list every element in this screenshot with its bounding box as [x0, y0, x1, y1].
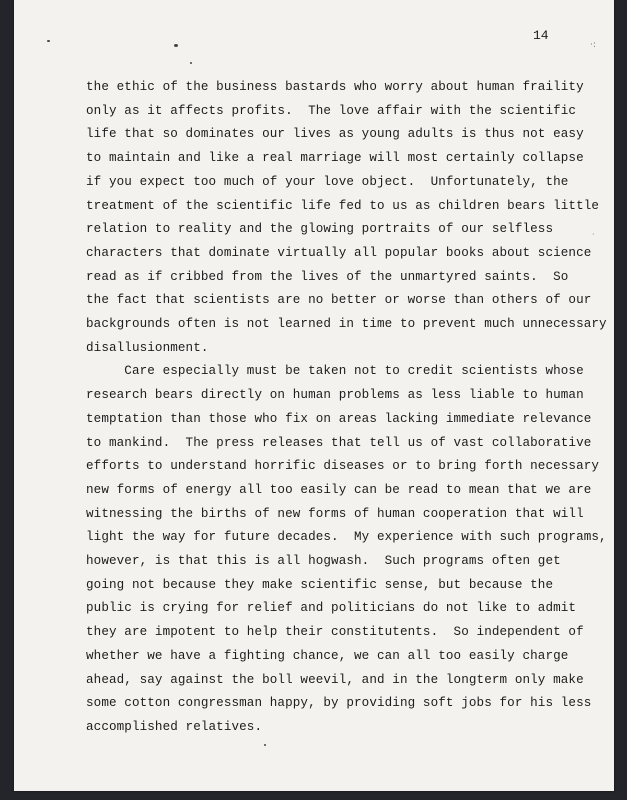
text-line: to maintain and like a real marriage will most certainly collapse: [86, 151, 584, 166]
text-line: backgrounds often is not learned in time to prevent much unnecessary: [86, 317, 607, 332]
ink-speck: [264, 744, 266, 746]
text-line: treatment of the scientific life fed to us as children bears little: [86, 198, 600, 213]
text-line: light the way for future decades. My experience with such programs,: [86, 530, 607, 545]
text-line: relation to reality and the glowing portraits of our selfless: [86, 222, 554, 237]
text-line: accomplished relatives.: [86, 719, 263, 734]
text-line: whether we have a fighting chance, we can all too easily charge: [86, 648, 569, 663]
text-line: read as if cribbed from the lives of the unmartyred saints. So: [86, 269, 569, 284]
ink-speck: [174, 44, 178, 47]
text-line: to mankind. The press releases that tell us of vast collaborative: [86, 435, 592, 450]
text-line: going not because they make scientific sense, but because the: [86, 577, 554, 592]
text-line: ahead, say against the boll weevil, and in the longterm only make: [86, 672, 584, 687]
margin-mark: ·: [592, 230, 595, 239]
text-line: characters that dominate virtually all popular books about science: [86, 245, 592, 260]
body-text: [86, 76, 606, 740]
text-line: witnessing the births of new forms of human cooperation that will: [86, 506, 584, 521]
text-line: life that so dominates our lives as young adults is thus not easy: [86, 127, 584, 142]
text-line: the ethic of the business bastards who worry about human fraility: [86, 80, 584, 94]
text-line: research bears directly on human problems as less liable to human: [86, 388, 584, 403]
text-line: disallusionment.: [86, 340, 209, 355]
typewritten-page: [14, 0, 614, 791]
text-line: some cotton congressman happy, by providing soft jobs for his less: [86, 696, 592, 711]
text-line: Care especially must be taken not to credit scientists whose: [86, 364, 584, 379]
page-number: 14: [533, 28, 549, 43]
ink-speck: [190, 62, 192, 64]
text-line: temptation than those who fix on areas lacking immediate relevance: [86, 411, 592, 426]
ink-speck: [47, 40, 50, 42]
text-line: new forms of energy all too easily can be read to mean that we are: [86, 482, 592, 497]
text-line: only as it affects profits. The love affair with the scientific: [86, 103, 577, 118]
text-line: public is crying for relief and politicians do not like to admit: [86, 601, 577, 616]
text-line: they are impotent to help their constitutents. So independent of: [86, 625, 584, 640]
text-line: efforts to understand horrific diseases or to bring forth necessary: [86, 459, 600, 474]
text-line: however, is that this is all hogwash. Such programs often get: [86, 554, 561, 569]
text-line: the fact that scientists are no better or worse than others of our: [86, 293, 592, 308]
text-line: if you expect too much of your love object. Unfortunately, the: [86, 174, 569, 189]
margin-mark: ·:: [590, 40, 596, 50]
